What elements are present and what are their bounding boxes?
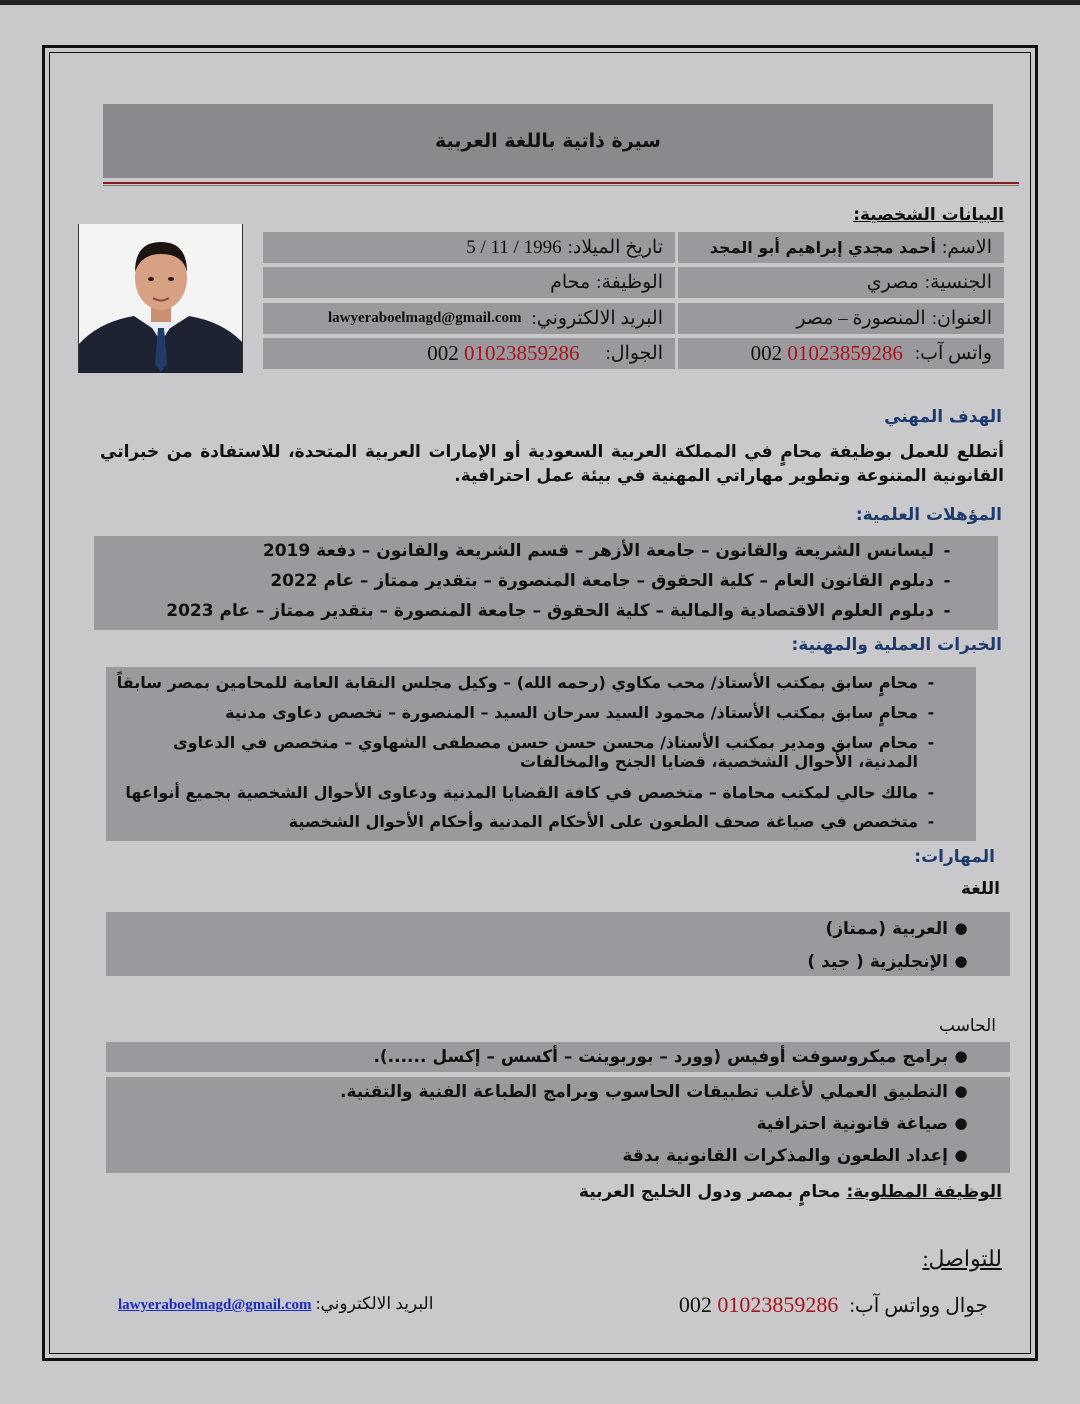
computer-item: ● إعداد الطعون والمذكرات القانونية بدقة bbox=[622, 1146, 974, 1166]
dash-marker: - bbox=[943, 541, 951, 561]
nationality-value: مصري bbox=[866, 272, 919, 293]
name-label: الاسم: bbox=[942, 237, 992, 258]
objective-heading: الهدف المهني bbox=[884, 407, 1002, 427]
experience-item: - مالك حالي لمكتب محاماة – متخصص في كافة القضايا المدنية ودعاوى الأحوال الشخصية بجميع أنواعها bbox=[125, 783, 944, 802]
computer-item: ● برامج ميكروسوفت أوفيس (وورد – بوربوينت – أكسس – إكسل ......). bbox=[373, 1047, 974, 1067]
language-heading: اللغة bbox=[960, 879, 1000, 899]
email-label: البريد الالكتروني: bbox=[531, 308, 663, 329]
computer-heading: الحاسب bbox=[939, 1016, 996, 1036]
experience-item: - محامٍ سابق بمكتب الأستاذ/ محمود السيد سرحان السيد – المنصورة – تخصص دعاوى مدنية bbox=[225, 703, 944, 722]
bullet-icon: ● bbox=[954, 1047, 968, 1065]
top-bar bbox=[0, 0, 1080, 5]
job-value: محام bbox=[550, 272, 591, 293]
personal-heading: البيانات الشخصية: bbox=[853, 205, 1004, 225]
bullet-icon: ● bbox=[954, 919, 968, 937]
whatsapp-code: 002 bbox=[750, 341, 783, 365]
mobile-label: الجوال: bbox=[605, 343, 663, 364]
mobile-number: 01023859286 bbox=[463, 341, 580, 365]
contact-phone-value bbox=[679, 1292, 839, 1318]
contact-email bbox=[118, 1294, 433, 1314]
contact-email-label: البريد الالكتروني: bbox=[315, 1294, 434, 1313]
computer-item: ● صياغة قانونية احترافية bbox=[757, 1114, 975, 1134]
dash-marker: - bbox=[927, 783, 935, 802]
cv-title: سيرة ذاتية باللغة العربية bbox=[103, 104, 993, 178]
address-cell bbox=[678, 303, 1004, 334]
contact-phone-number: 01023859286 bbox=[717, 1292, 839, 1317]
experience-item: - محام سابق ومدير بمكتب الأستاذ/ محسن حسن حسن مصطفى الشهاوي – متخصص في الدعاوى bbox=[173, 733, 944, 752]
whatsapp-number: 01023859286 bbox=[787, 341, 903, 365]
computer-list bbox=[106, 1044, 974, 1174]
dash-marker: - bbox=[927, 703, 935, 722]
dob-cell bbox=[263, 232, 675, 263]
mobile-value bbox=[427, 341, 579, 366]
mobile-cell bbox=[263, 338, 675, 369]
mobile-code: 002 bbox=[427, 341, 459, 365]
experience-list bbox=[106, 670, 944, 840]
address-value: المنصورة – مصر bbox=[796, 308, 926, 329]
job-cell bbox=[263, 267, 675, 298]
dash-marker: - bbox=[943, 571, 951, 591]
contact-phone-code: 002 bbox=[678, 1292, 712, 1317]
desired-job-label: الوظيفة المطلوبة: bbox=[846, 1182, 1002, 1202]
job-label: الوظيفة: bbox=[596, 272, 663, 293]
language-item: ● العربية (ممتاز) bbox=[825, 919, 974, 939]
dash-marker: - bbox=[927, 812, 935, 831]
bullet-icon: ● bbox=[954, 952, 968, 970]
language-list bbox=[106, 916, 974, 976]
experience-item-continuation: المدنية، الأحوال الشخصية، قضايا الجنح والمخالفات bbox=[519, 752, 918, 771]
name-cell bbox=[678, 232, 1004, 263]
nationality-label: الجنسية: bbox=[924, 272, 992, 293]
name-value: أحمد مجدي إبراهيم أبو المجد bbox=[709, 238, 937, 257]
contact-email-link[interactable]: lawyeraboelmagd@gmail.com bbox=[118, 1297, 312, 1313]
education-item: - ليسانس الشريعة والقانون – جامعة الأزهر – قسم الشريعة والقانون – دفعة 2019 bbox=[263, 541, 960, 561]
contact-heading: للتواصل: bbox=[922, 1246, 1002, 1271]
skills-heading: المهارات: bbox=[914, 847, 995, 867]
whatsapp-label: واتس آب: bbox=[914, 343, 992, 364]
whatsapp-value bbox=[751, 341, 903, 366]
bullet-icon: ● bbox=[954, 1114, 968, 1132]
computer-item: ● التطبيق العملي لأغلب تطبيقات الحاسوب وبرامج الطباعة الفنية والتقنية. bbox=[340, 1082, 974, 1102]
title-divider-secondary bbox=[103, 185, 1019, 186]
nationality-cell bbox=[678, 267, 1004, 298]
experience-heading: الخبرات العملية والمهنية: bbox=[791, 635, 1002, 655]
experience-item: - محامٍ سابق بمكتب الأستاذ/ محب مكاوي (رحمه الله) – وكيل مجلس النقابة العامة للمحامين بمصر سابقاً bbox=[117, 673, 944, 692]
education-heading: المؤهلات العلمية: bbox=[855, 505, 1002, 525]
dob-label: تاريخ الميلاد: bbox=[567, 237, 663, 258]
contact-phone bbox=[679, 1292, 988, 1318]
education-list bbox=[94, 538, 960, 630]
profile-photo bbox=[78, 224, 243, 373]
contact-phone-label: جوال وواتس آب: bbox=[849, 1295, 988, 1317]
desired-job-value: محامٍ بمصر ودول الخليج العربية bbox=[578, 1182, 841, 1202]
whatsapp-cell bbox=[678, 338, 1004, 369]
objective-text: أتطلع للعمل بوظيفة محامٍ في المملكة العربية السعودية أو الإمارات العربية المتحدة، للاستفادة من خبراتي القانونية المتنوعة وتطوير مهاراتي المهنية في بيئة عمل احترافية. bbox=[100, 442, 1004, 486]
dob-value: 5 / 11 / 1996 bbox=[466, 236, 562, 258]
dash-marker: - bbox=[943, 601, 951, 621]
email-value[interactable]: lawyeraboelmagd@gmail.com bbox=[327, 310, 522, 326]
personal-data-table bbox=[263, 232, 1004, 369]
email-cell bbox=[263, 303, 675, 334]
experience-item: - متخصص في صياغة صحف الطعون على الأحكام المدنية وأحكام الأحوال الشخصية bbox=[289, 812, 944, 831]
language-item: ● الإنجليزية ( جيد ) bbox=[807, 952, 974, 972]
desired-job bbox=[579, 1182, 1002, 1202]
dash-marker: - bbox=[927, 733, 935, 752]
dash-marker: - bbox=[927, 673, 935, 692]
bullet-icon: ● bbox=[954, 1146, 968, 1164]
address-label: العنوان: bbox=[931, 308, 992, 329]
bullet-icon: ● bbox=[954, 1082, 968, 1100]
title-divider bbox=[103, 182, 1019, 184]
education-item: - دبلوم العلوم الاقتصادية والمالية – كلية الحقوق – جامعة المنصورة – بتقدير ممتاز – عام 2023 bbox=[166, 601, 960, 621]
education-item: - دبلوم القانون العام – كلية الحقوق – جامعة المنصورة – بتقدير ممتاز – عام 2022 bbox=[270, 571, 960, 591]
